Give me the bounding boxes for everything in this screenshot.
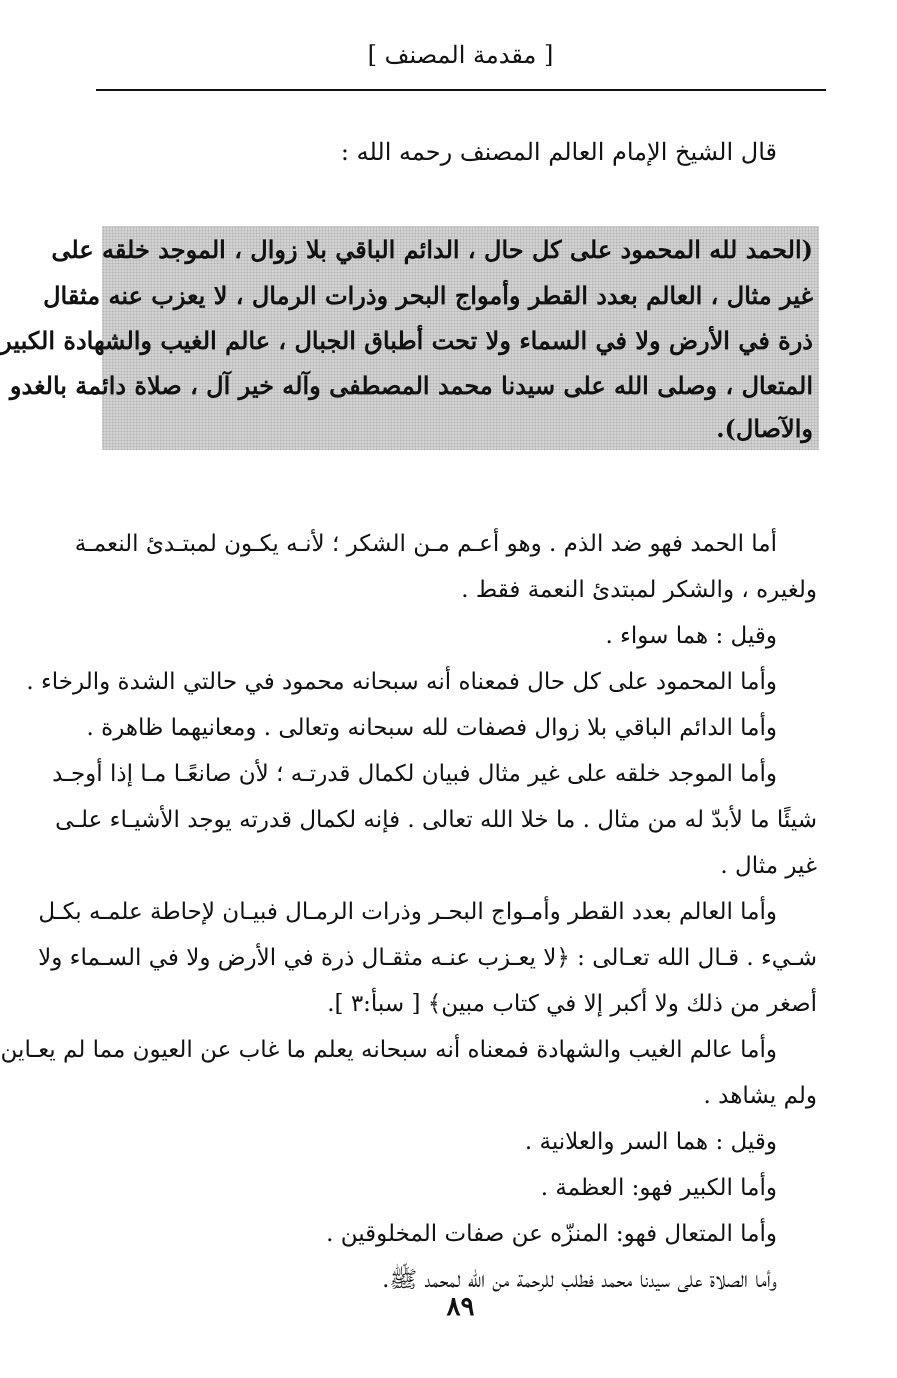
matn-box — [0, 226, 819, 450]
matn-line: غير مثال ، العالم بعدد القطر وأمواج البحر وذرات الرمال ، لا يعزب عنه مثقال — [43, 281, 813, 310]
body-line: شـيء . قـال الله تعـالى : ﴿لا يعـزب عنـه مثقـال ذرة في الأرض ولا في السـماء ولا — [38, 945, 817, 971]
body-line: وقيل : هما سواء . — [605, 623, 777, 649]
body-line: غير مثال . — [720, 853, 817, 879]
matn-line: (الحمد لله المحمود على كل حال ، الدائم الباقي بلا زوال ، الموجد خلقه على — [51, 235, 813, 264]
page-number: ٨٩ — [446, 1292, 475, 1322]
matn-line: والآصال). — [716, 414, 813, 443]
body-line: شيئًا ما لأبدّ له من مثال . ما خلا الله تعالى . فإنه لكمال قدرته يوجد الأشيـاء علـى — [55, 807, 817, 833]
commentary-text — [0, 521, 817, 1303]
body-line: وأما العالم بعدد القطر وأمـواج البحـر وذرات الرمـال فبيـان لإحاطة علمـه بكـل — [38, 899, 777, 925]
body-line: وأما الصلاة على سيدنا محمد فطلب للرحمة من الله لمحمد ﷺ. — [382, 1267, 777, 1293]
body-line: أما الحمد فهو ضد الذم . وهو أعـم مـن الشكر ؛ لأنـه يكـون لمبتـدئ النعمـة — [74, 531, 777, 557]
header-rule — [96, 89, 826, 91]
body-line: وقيل : هما السر والعلانية . — [524, 1129, 777, 1155]
matn-line: المتعال ، وصلى الله على سيدنا محمد المصطفى وآله خير آل ، صلاة دائمة بالغدو — [9, 371, 813, 400]
body-line: وأما الموجد خلقه على غير مثال فبيان لكمال قدرتـه ؛ لأن صانعًـا مـا إذا أوجـد — [52, 761, 777, 787]
body-line: ولغيره ، والشكر لمبتدئ النعمة فقط . — [461, 577, 817, 603]
body-line: وأما الكبير فهو: العظمة . — [540, 1175, 777, 1201]
matn-line: ذرة في الأرض ولا في السماء ولا تحت أطباق الجبال ، عالم الغيب والشهادة الكبير — [0, 326, 813, 355]
running-header: [ مقدمة المصنف ] — [367, 41, 554, 69]
body-line: وأما المتعال فهو: المنزّه عن صفات المخلوقين . — [326, 1221, 777, 1247]
intro-line: قال الشيخ الإمام العالم المصنف رحمه الله : — [340, 138, 777, 166]
body-line: وأما المحمود على كل حال فمعناه أنه سبحانه محمود في حالتي الشدة والرخاء . — [26, 669, 777, 695]
body-line: ولم يشاهد . — [703, 1083, 817, 1109]
body-line: وأما عالم الغيب والشهادة فمعناه أنه سبحانه يعلم ما غاب عن العيون مما لم يعـاين — [0, 1037, 777, 1063]
body-line: وأما الدائم الباقي بلا زوال فصفات لله سبحانه وتعالى . ومعانيهما ظاهرة . — [86, 715, 777, 741]
body-line: أصغر من ذلك ولا أكبر إلا في كتاب مبين﴾ [ سبأ:٣ ]. — [327, 991, 817, 1017]
